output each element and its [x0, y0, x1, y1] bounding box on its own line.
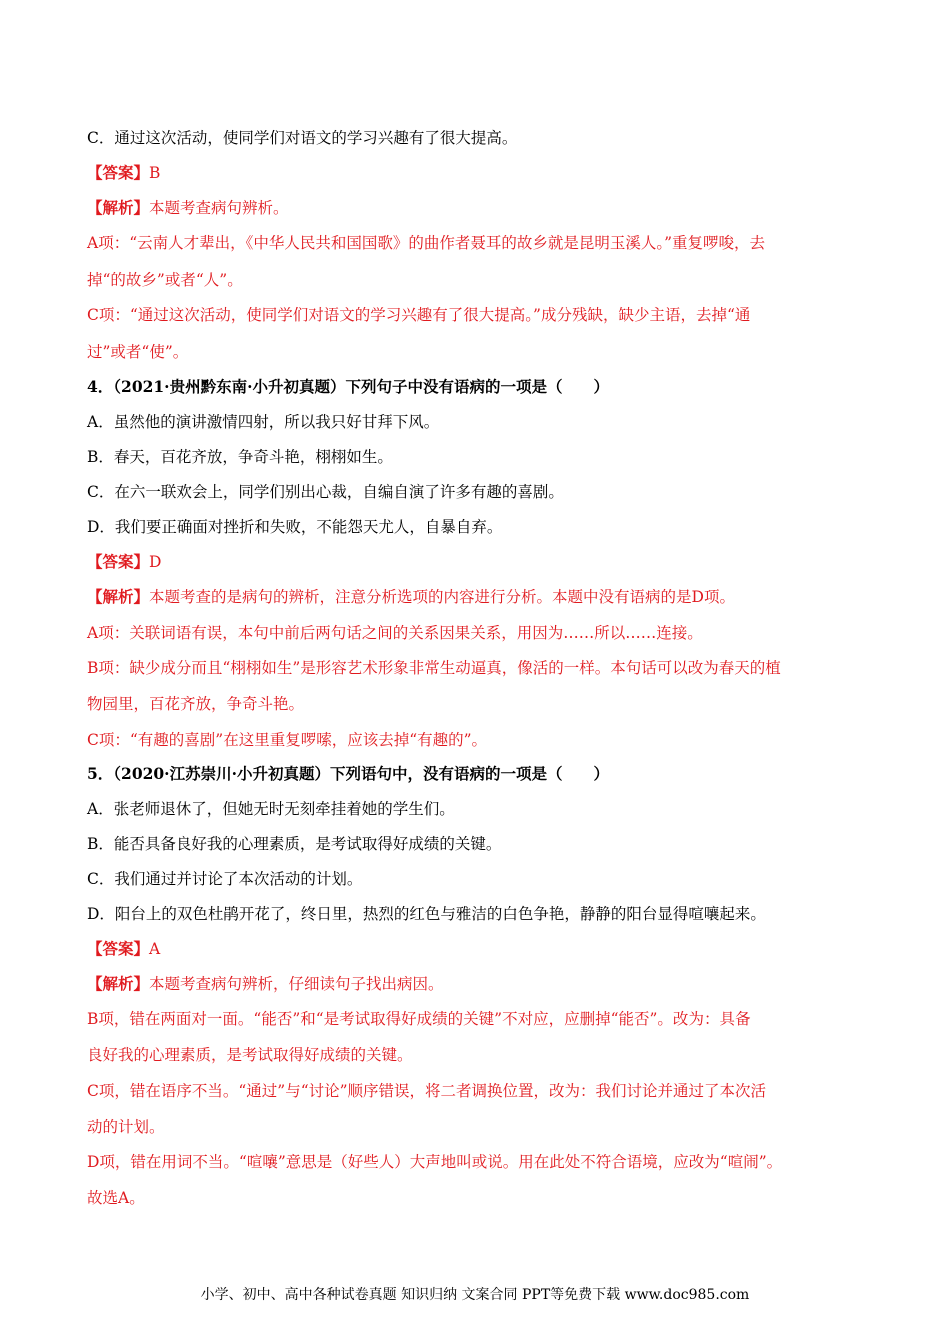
answer-line: [87, 552, 161, 572]
option-line: C．我们通过并讨论了本次活动的计划。: [87, 870, 363, 888]
explanation-line: 物园里，百花齐放，争奇斗艳。: [87, 695, 305, 713]
explanation-line: A项：关联词语有误，本句中前后两句话之间的关系因果关系，用因为……所以……连接。: [87, 624, 703, 642]
answer-line: [87, 939, 160, 959]
explanation-line: 动的计划。: [87, 1118, 165, 1136]
option-line: D．我们要正确面对挫折和失败，不能怨天尤人，自暴自弃。: [87, 518, 503, 536]
explanation-line: C项：“有趣的喜剧”在这里重复啰嗦，应该去掉“有趣的”。: [87, 731, 488, 749]
option-line: B．春天，百花齐放，争奇斗艳，栩栩如生。: [87, 448, 393, 466]
analysis-tag: 【解析】: [87, 974, 150, 993]
explanation-line: 掉“的故乡”或者“人”。: [87, 271, 243, 289]
option-line: C．在六一联欢会上，同学们别出心裁，自编自演了许多有趣的喜剧。: [87, 483, 564, 501]
answer-tag: 【答案】: [87, 939, 150, 958]
explanation-line: 良好我的心理素质，是考试取得好成绩的关键。: [87, 1046, 413, 1064]
answer-tag: 【答案】: [87, 163, 150, 182]
explanation-line: B项，错在两面对一面。“能否”和“是考试取得好成绩的关键”不对应，应删掉“能否”。改为：具备: [87, 1010, 751, 1028]
answer-value: B: [149, 164, 161, 182]
explanation-line: B项：缺少成分而且“栩栩如生”是形容艺术形象非常生动逼真，像活的一样。本句话可以改为春天的植: [87, 659, 781, 677]
explanation-line: A项：“云南人才辈出，《中华人民共和国国歌》的曲作者聂耳的故乡就是昆明玉溪人。”重复啰唆，去: [87, 234, 766, 252]
option-line: A．虽然他的演讲激情四射，所以我只好甘拜下风。: [87, 413, 440, 431]
answer-value: A: [149, 940, 161, 958]
analysis-tag: 【解析】: [87, 587, 150, 606]
analysis-line: [87, 587, 735, 607]
analysis-tag: 【解析】: [87, 198, 150, 217]
explanation-line: 故选A。: [87, 1189, 145, 1207]
answer-value: D: [149, 553, 162, 571]
explanation-line: C项：“通过这次活动，使同学们对语文的学习兴趣有了很大提高。”成分残缺，缺少主语，去掉“通: [87, 306, 751, 324]
option-line: A．张老师退休了，但她无时无刻牵挂着她的学生们。: [87, 800, 455, 818]
question-heading: 5．（2020·江苏崇川·小升初真题）下列语句中，没有语病的一项是（ ）: [87, 764, 609, 783]
question-heading: 4．（2021·贵州黔东南·小升初真题）下列句子中没有语病的一项是（ ）: [87, 377, 609, 396]
explanation-line: D项，错在用词不当。“喧嚷”意思是（好些人）大声地叫或说。用在此处不符合语境，应改为“喧闹”。: [87, 1153, 783, 1171]
answer-tag: 【答案】: [87, 552, 150, 571]
analysis-line: [87, 974, 444, 994]
analysis-text: 本题考查病句辨析。: [149, 199, 289, 217]
option-line: C．通过这次活动，使同学们对语文的学习兴趣有了很大提高。: [87, 129, 518, 147]
explanation-line: 过”或者“使”。: [87, 343, 189, 361]
explanation-line: C项，错在语序不当。“通过”与“讨论”顺序错误，将二者调换位置，改为：我们讨论并通过了本次活: [87, 1082, 767, 1100]
page-footer: 小学、初中、高中各种试卷真题 知识归纳 文案合同 PPT等免费下载 www.doc985.com: [200, 1287, 750, 1303]
option-line: B．能否具备良好我的心理素质，是考试取得好成绩的关键。: [87, 835, 502, 853]
analysis-text: 本题考查的是病句的辨析，注意分析选项的内容进行分析。本题中没有语病的是D项。: [149, 588, 735, 606]
analysis-line: [87, 198, 289, 218]
option-line: D．阳台上的双色杜鹃开花了，终日里，热烈的红色与雅洁的白色争艳，静静的阳台显得喧嚷起来。: [87, 905, 766, 923]
answer-line: [87, 163, 160, 183]
analysis-text: 本题考查病句辨析，仔细读句子找出病因。: [149, 975, 444, 993]
